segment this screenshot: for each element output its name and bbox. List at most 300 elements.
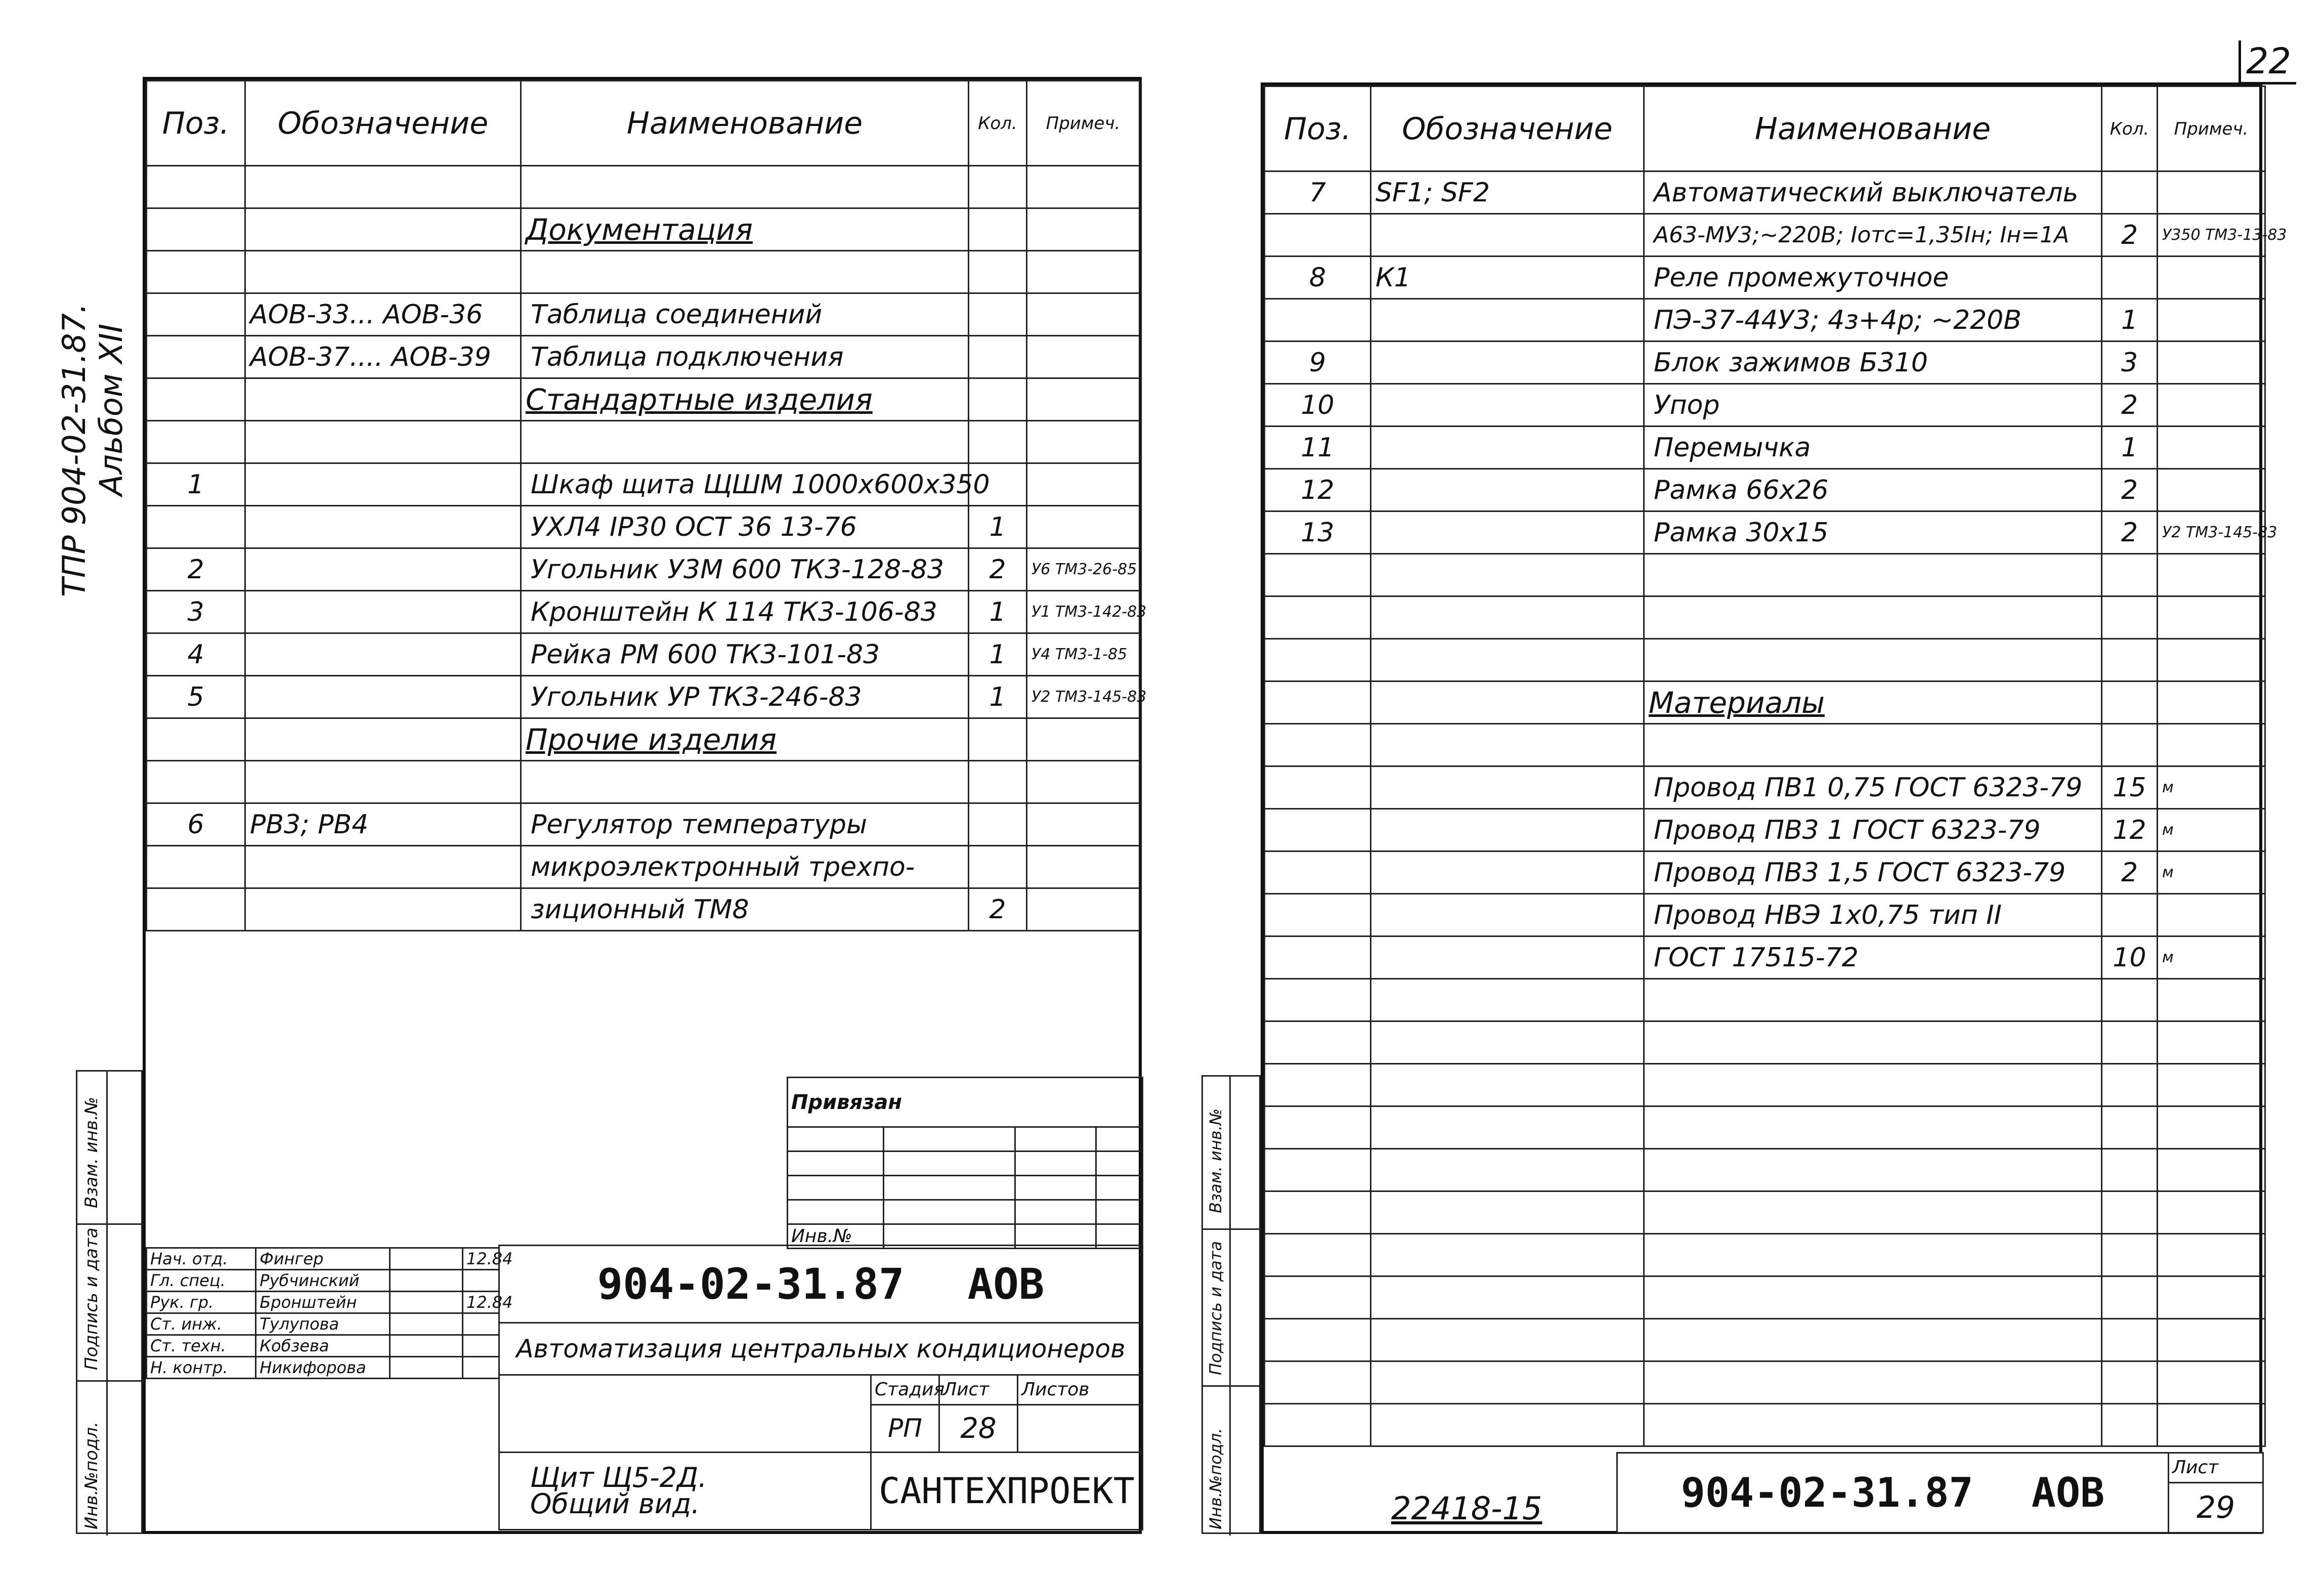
cell-name [1644,1319,2102,1361]
cell-note [2158,1191,2265,1234]
doc-code: 904-02-31.87 [597,1259,905,1309]
album-title-line2: Альбом XII [93,323,130,496]
cell-note [2158,554,2265,596]
header-pos: Поз. [147,81,245,166]
cell-qty: 10 [2102,936,2158,979]
right-spec-table [1264,86,2287,1447]
table-row [1265,596,2265,639]
table-row [147,591,1140,633]
cell-name: Кронштейн К 114 ТК3-106-83 [521,591,969,633]
sig-signature [390,1313,462,1335]
cell-pos [1265,681,1371,724]
signature-rows [147,1248,513,1379]
cell-code [1371,1319,1644,1361]
sig-signature [390,1270,462,1292]
cell-note [1027,421,1140,463]
sheet-value: 28 [939,1404,1018,1452]
cell-note: м [2158,766,2265,809]
cell-note [2158,1021,2265,1064]
cell-name: Провод ПВ3 1 ГОСТ 6323-79 [1644,809,2102,851]
stage-value: РП [871,1404,939,1452]
sig-role: Гл. спец. [147,1270,256,1292]
table-row [147,421,1140,463]
table-row [1265,1106,2265,1149]
cell-pos [1265,894,1371,936]
cell-note: У6 ТМ3-26-85 [1027,548,1140,591]
cell-note [2158,596,2265,639]
cell-note: У1 ТМ3-142-83 [1027,591,1140,633]
sig-date [462,1270,499,1292]
right-side-label-3: Инв.№подл. [1206,1428,1225,1529]
cell-name: Материалы [1644,681,2102,724]
right-doc-code: 904-02-31.87 [1681,1469,1973,1516]
cell-note [2158,1234,2265,1276]
cell-name: зиционный ТМ8 [521,888,969,931]
cell-code [1371,894,1644,936]
cell-pos [1265,1319,1371,1361]
cell-code [1371,342,1644,384]
cell-qty [2102,1361,2158,1404]
cell-qty [2102,1064,2158,1106]
cell-note [2158,681,2265,724]
cell-qty: 2 [2102,214,2158,257]
cell-name: Реле промежуточное [1644,257,2102,299]
table-row [1265,766,2265,809]
table-row [147,293,1140,336]
table-row [1265,427,2265,469]
sig-signature [390,1292,462,1313]
sig-name: Тулупова [256,1313,390,1335]
cell-code [1371,1106,1644,1149]
cell-pos [147,251,245,293]
cell-note [2158,427,2265,469]
cell-name: УХЛ4 IP30 ОСТ 36 13-76 [521,506,969,548]
cell-pos [1265,1234,1371,1276]
cell-name: Перемычка [1644,427,2102,469]
table-row [1265,1149,2265,1191]
cell-code [1371,1404,1644,1446]
cell-pos [1265,724,1371,766]
right-header-pos: Поз. [1265,87,1371,172]
right-sheet [1261,82,2287,1534]
cell-qty [969,761,1027,803]
cell-name [1644,724,2102,766]
table-row [1265,172,2265,214]
cell-code [245,208,521,251]
cell-name [1644,1361,2102,1404]
sig-date [462,1313,499,1335]
cell-pos [147,166,245,208]
cell-qty: 1 [969,591,1027,633]
cell-note [2158,1064,2265,1106]
cell-pos: 9 [1265,342,1371,384]
cell-name [1644,979,2102,1021]
cell-code [245,506,521,548]
cell-note [2158,979,2265,1021]
cell-code [1371,681,1644,724]
cell-pos [1265,1106,1371,1149]
table-row [1265,299,2265,342]
table-row [1265,342,2265,384]
sheet-label: Лист [939,1375,1018,1405]
cell-name: А63-МУ3;~220В; Iотс=1,35Iн; Iн=1А [1644,214,2102,257]
cell-code [1371,809,1644,851]
table-row [1265,681,2265,724]
cell-name: Документация [521,208,969,251]
sheets-label: Листов [1018,1375,1143,1405]
cell-name [1644,1106,2102,1149]
cell-code [245,548,521,591]
cell-pos [147,378,245,421]
table-row [147,548,1140,591]
cell-code [245,718,521,761]
table-row [1265,851,2265,894]
cell-qty [2102,724,2158,766]
cell-code [1371,1276,1644,1319]
cell-note: м [2158,809,2265,851]
header-code: Обозначение [245,81,521,166]
cell-pos [1265,1361,1371,1404]
cell-qty: 1 [969,676,1027,718]
cell-code [1371,979,1644,1021]
cell-code [245,888,521,931]
cell-code [1371,1191,1644,1234]
cell-pos [147,718,245,761]
cell-code: АОВ-33... АОВ-36 [245,293,521,336]
cell-qty: 12 [2102,809,2158,851]
table-row [1265,1276,2265,1319]
sig-signature [390,1248,462,1270]
cell-qty [2102,596,2158,639]
cell-pos [147,888,245,931]
left-header-row [147,81,1140,166]
cell-qty [2102,639,2158,681]
cell-pos [1265,214,1371,257]
cell-pos: 3 [147,591,245,633]
project-title: Автоматизация центральных кондиционеров [499,1323,1143,1375]
doc-mark: АОВ [967,1259,1045,1309]
cell-note [2158,342,2265,384]
cell-note [2158,894,2265,936]
table-row [1265,936,2265,979]
cell-name: микроэлектронный трехпо- [521,846,969,888]
cell-code [1371,1021,1644,1064]
cell-name: Таблица соединений [521,293,969,336]
cell-note [2158,639,2265,681]
cell-code [1371,1361,1644,1404]
cell-note: У2 ТМ3-145-83 [2158,511,2265,554]
privyazan-block [787,1077,1143,1249]
sig-name: Бронштейн [256,1292,390,1313]
table-row [1265,1404,2265,1446]
sig-name: Рубчинский [256,1270,390,1292]
cell-name [1644,1191,2102,1234]
right-sheet-label: Лист [2169,1453,2263,1483]
table-row [1265,257,2265,299]
cell-name: Угольник УР ТК3-246-83 [521,676,969,718]
cell-code [1371,214,1644,257]
header-qty: Кол. [969,81,1027,166]
cell-qty: 2 [2102,851,2158,894]
table-row [147,208,1140,251]
cell-pos [147,293,245,336]
left-side-label-2: Подпись и дата [81,1227,102,1370]
cell-name: Провод НВЭ 1х0,75 тип II [1644,894,2102,936]
cell-qty [969,336,1027,378]
left-side-stamp [76,1070,143,1534]
cell-note [1027,208,1140,251]
table-row [147,676,1140,718]
cell-name: Провод ПВ3 1,5 ГОСТ 6323-79 [1644,851,2102,894]
cell-qty [969,803,1027,846]
cell-code [245,846,521,888]
cell-name: Прочие изделия [521,718,969,761]
table-row [147,846,1140,888]
cell-pos: 8 [1265,257,1371,299]
cell-note [2158,172,2265,214]
cell-note: У4 ТМ3-1-85 [1027,633,1140,676]
cell-qty [969,421,1027,463]
right-header-qty: Кол. [2102,87,2158,172]
cell-qty: 2 [2102,384,2158,427]
cell-pos [1265,979,1371,1021]
table-row [1265,1021,2265,1064]
sig-role: Рук. гр. [147,1292,256,1313]
table-row [1265,384,2265,427]
album-title-vertical [56,303,130,597]
cell-code [1371,851,1644,894]
header-name: Наименование [521,81,969,166]
left-side-label-3: Инв.№подл. [81,1422,102,1529]
cell-pos [1265,1404,1371,1446]
cell-code [1371,1064,1644,1106]
sig-role: Ст. техн. [147,1335,256,1357]
cell-qty [2102,172,2158,214]
signature-row [147,1248,499,1270]
cell-qty [2102,257,2158,299]
table-row [147,251,1140,293]
cell-pos [147,336,245,378]
cell-note [1027,463,1140,506]
sig-name: Кобзева [256,1335,390,1357]
cell-note: У350 ТМ3-13-83 [2158,214,2265,257]
table-row [147,888,1140,931]
cell-qty: 15 [2102,766,2158,809]
sig-date [462,1357,499,1379]
table-row [147,463,1140,506]
cell-name [1644,596,2102,639]
cell-code [1371,596,1644,639]
cell-code [1371,639,1644,681]
cell-pos [147,421,245,463]
cell-pos: 12 [1265,469,1371,511]
cell-code [245,166,521,208]
table-row [1265,1234,2265,1276]
left-spec-table [146,80,1147,931]
cell-name [1644,1021,2102,1064]
cell-pos [1265,936,1371,979]
cell-pos: 5 [147,676,245,718]
cell-note [1027,293,1140,336]
cell-pos [1265,1276,1371,1319]
cell-pos [1265,1191,1371,1234]
cell-note [1027,251,1140,293]
table-row [1265,554,2265,596]
cell-code [1371,1234,1644,1276]
cell-note [2158,1149,2265,1191]
right-side-stamp [1201,1075,1261,1534]
cell-name: Угольник У3М 600 ТК3-128-83 [521,548,969,591]
header-note: Примеч. [1027,81,1140,166]
cell-name: Провод ПВ1 0,75 ГОСТ 6323-79 [1644,766,2102,809]
cell-qty: 1 [2102,427,2158,469]
drawing-title [499,1453,871,1530]
cell-qty [969,293,1027,336]
sig-role: Нач. отд. [147,1248,256,1270]
left-spec-body [147,166,1147,931]
cell-qty [2102,1276,2158,1319]
cell-code [1371,384,1644,427]
cell-name [1644,554,2102,596]
cell-qty [969,251,1027,293]
cell-note [1027,166,1140,208]
cell-pos [147,761,245,803]
cell-note [2158,1276,2265,1319]
right-header-name: Наименование [1644,87,2102,172]
cell-pos [1265,766,1371,809]
cell-qty [969,208,1027,251]
cell-pos [147,208,245,251]
cell-pos: 10 [1265,384,1371,427]
sig-name: Фингер [256,1248,390,1270]
signature-row [147,1357,499,1379]
cell-note: м [2158,851,2265,894]
cell-code [245,251,521,293]
cell-pos: 4 [147,633,245,676]
cell-code: АОВ-37.... АОВ-39 [245,336,521,378]
cell-qty [2102,681,2158,724]
cell-pos [1265,299,1371,342]
left-side-label-1: Взам. инв.№ [81,1096,102,1208]
sig-role: Н. контр. [147,1357,256,1379]
table-row [1265,979,2265,1021]
cell-name: Таблица подключения [521,336,969,378]
cell-note [1027,378,1140,421]
cell-name: Автоматический выключатель [1644,172,2102,214]
cell-qty [2102,554,2158,596]
drawing-title-line2: Общий вид. [530,1488,700,1520]
table-row [1265,639,2265,681]
cell-pos: 6 [147,803,245,846]
table-row [147,803,1140,846]
right-header-note: Примеч. [2158,87,2265,172]
cell-note [2158,1106,2265,1149]
title-block-main [498,1245,1143,1530]
right-sheet-value: 29 [2169,1482,2263,1532]
inv-no-label: Инв.№ [788,1224,884,1249]
signature-row [147,1313,499,1335]
table-row [147,718,1140,761]
cell-qty [2102,894,2158,936]
cell-name [1644,1404,2102,1446]
cell-name: Рейка РМ 600 ТК3-101-83 [521,633,969,676]
cell-name: Рамка 66х26 [1644,469,2102,511]
cell-note [1027,888,1140,931]
archive-number: 22418-15 [1391,1490,1542,1527]
cell-pos [1265,851,1371,894]
cell-name [521,251,969,293]
cell-note: м [2158,936,2265,979]
cell-qty [2102,1404,2158,1446]
cell-pos: 7 [1265,172,1371,214]
table-row [1265,1319,2265,1361]
cell-note [1027,761,1140,803]
cell-pos [1265,1021,1371,1064]
cell-code [245,676,521,718]
cell-name: Упор [1644,384,2102,427]
cell-code: К1 [1371,257,1644,299]
cell-qty [2102,1234,2158,1276]
album-title-line1: ТПР 904-02-31.87. [56,303,93,597]
table-row [147,378,1140,421]
cell-code [245,378,521,421]
cell-note [2158,724,2265,766]
cell-note [1027,506,1140,548]
cell-qty [969,718,1027,761]
privyazan-label: Привязан [788,1078,1143,1127]
cell-qty [2102,979,2158,1021]
right-doc-mark: АОВ [2031,1469,2105,1516]
cell-qty: 2 [969,548,1027,591]
cell-note [1027,803,1140,846]
cell-qty [2102,1149,2158,1191]
sig-signature [390,1335,462,1357]
cell-code [1371,724,1644,766]
sig-signature [390,1357,462,1379]
cell-name: Регулятор температуры [521,803,969,846]
sig-date [462,1335,499,1357]
table-row [1265,724,2265,766]
cell-code [245,421,521,463]
cell-qty: 2 [2102,511,2158,554]
cell-name: Рамка 30х15 [1644,511,2102,554]
cell-name [1644,1234,2102,1276]
cell-name [521,421,969,463]
cell-name: Шкаф щита ЩШМ 1000х600х350 [521,463,969,506]
cell-name [521,166,969,208]
cell-code [1371,554,1644,596]
cell-note [1027,846,1140,888]
cell-code [1371,936,1644,979]
cell-qty [2102,1319,2158,1361]
cell-qty: 2 [2102,469,2158,511]
cell-note [2158,1361,2265,1404]
cell-pos: 1 [147,463,245,506]
cell-qty [969,846,1027,888]
cell-note [2158,1404,2265,1446]
cell-note: У2 ТМ3-145-83 [1027,676,1140,718]
sig-name: Никифорова [256,1357,390,1379]
cell-code [1371,469,1644,511]
right-header-code: Обозначение [1371,87,1644,172]
cell-qty: 1 [969,506,1027,548]
sig-role: Ст. инж. [147,1313,256,1335]
table-row [1265,894,2265,936]
cell-pos [1265,1064,1371,1106]
right-side-label-1: Взам. инв.№ [1206,1108,1225,1213]
cell-name: Стандартные изделия [521,378,969,421]
cell-note [2158,469,2265,511]
